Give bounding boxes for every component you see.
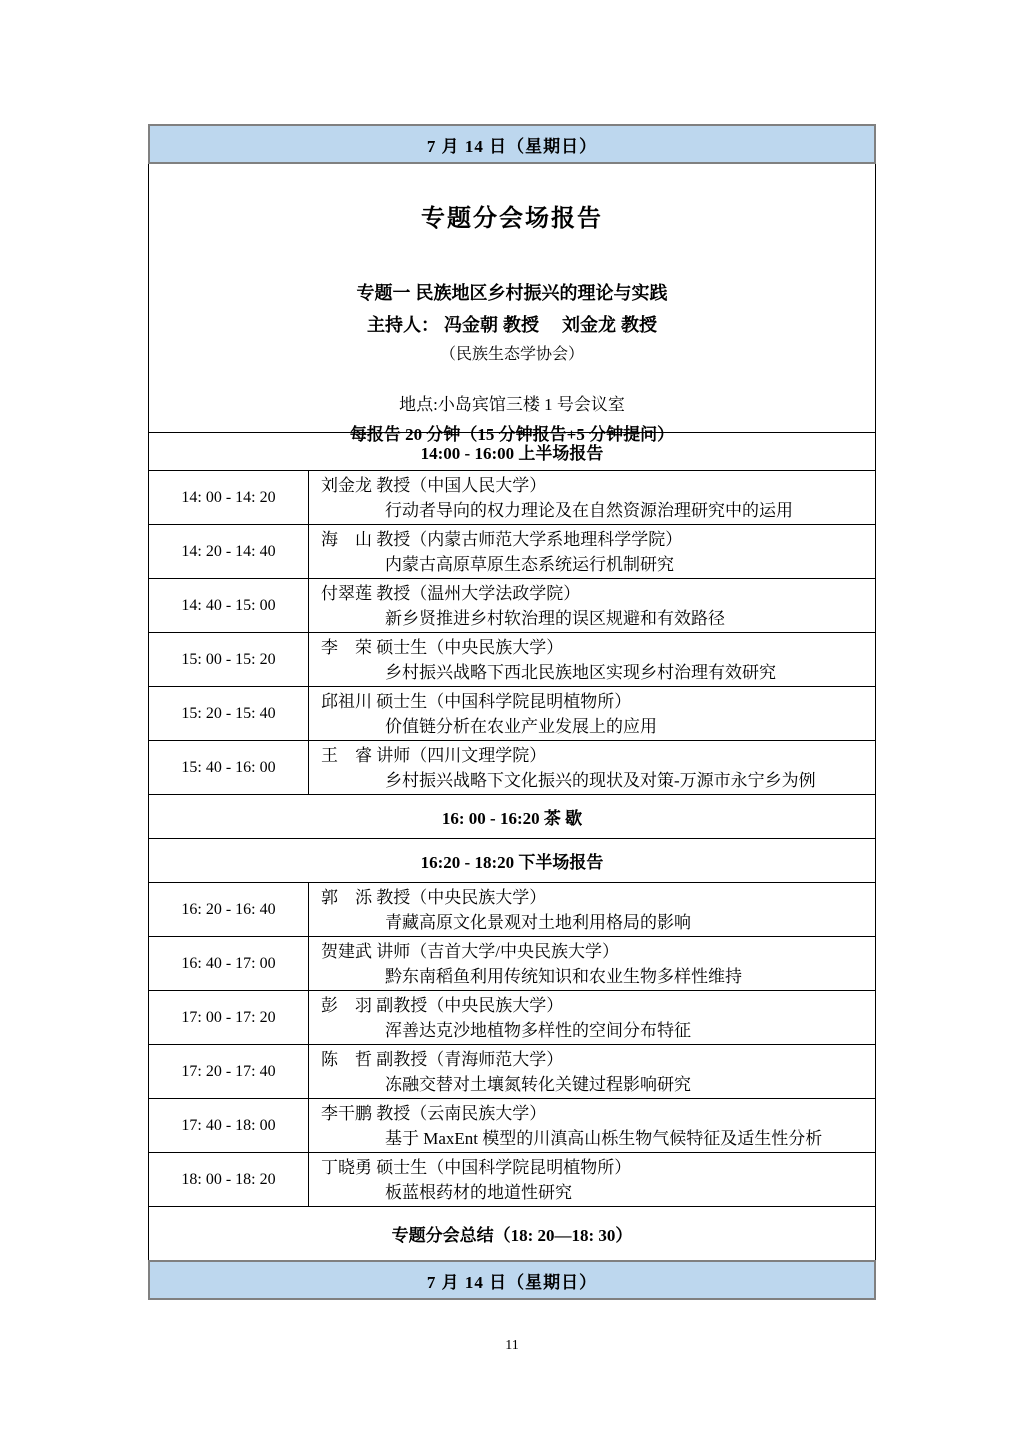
talk-row xyxy=(148,1044,876,1098)
session-location: 地点:小岛宾馆三楼 1 号会议室 xyxy=(399,395,625,414)
talk-speaker: 李干鹏 教授（云南民族大学） xyxy=(321,1103,547,1123)
talk-title: 行动者导向的权力理论及在自然资源治理研究中的运用 xyxy=(385,500,793,520)
section-header-second-half: 16:20 - 18:20 下半场报告 xyxy=(148,838,876,882)
talk-row xyxy=(148,990,876,1044)
session-info-cell xyxy=(148,164,876,444)
talk-time: 17: 40 - 18: 00 xyxy=(149,1099,309,1152)
talk-title: 新乡贤推进乡村软治理的误区规避和有效路径 xyxy=(385,608,725,628)
talk-row xyxy=(148,470,876,524)
talk-title: 基于 MaxEnt 模型的川滇高山栎生物气候特征及适生性分析 xyxy=(385,1128,823,1148)
talk-title: 乡村振兴战略下文化振兴的现状及对策-万源市永宁乡为例 xyxy=(385,770,816,790)
talk-title: 青藏高原文化景观对土地利用格局的影响 xyxy=(385,912,691,932)
talk-speaker: 海 山 教授（内蒙古师范大学系地理科学学院） xyxy=(321,529,683,549)
talk-title: 板蓝根药材的地道性研究 xyxy=(385,1182,572,1202)
talk-time: 14: 40 - 15: 00 xyxy=(149,579,309,632)
talk-time: 15: 20 - 15: 40 xyxy=(149,687,309,740)
talk-info xyxy=(309,579,875,632)
talk-info xyxy=(309,1099,875,1152)
talk-row xyxy=(148,882,876,936)
talk-row xyxy=(148,524,876,578)
duration-note: 每报告 20 分钟（15 分钟报告+5 分钟提问） xyxy=(349,425,675,444)
talk-title: 浑善达克沙地植物多样性的空间分布特征 xyxy=(385,1020,691,1040)
talk-row xyxy=(148,740,876,794)
talk-title: 黔东南稻鱼利用传统知识和农业生物多样性维持 xyxy=(385,966,742,986)
session-chairs: 主持人： 冯金朝 教授 刘金龙 教授 xyxy=(366,315,657,335)
talk-info xyxy=(309,937,875,990)
tea-break-row: 16: 00 - 16:20 茶 歇 xyxy=(148,794,876,838)
talk-row xyxy=(148,578,876,632)
talk-time: 14: 00 - 14: 20 xyxy=(149,471,309,524)
talk-info xyxy=(309,741,875,794)
page-number: 11 xyxy=(505,1338,519,1353)
talk-title: 冻融交替对土壤氮转化关键过程影响研究 xyxy=(385,1074,691,1094)
session-title: 专题分会场报告 xyxy=(421,205,603,232)
talk-info xyxy=(309,883,875,936)
chairs-affiliation: （民族生态学协会） xyxy=(439,346,584,363)
talk-time: 14: 20 - 14: 40 xyxy=(149,525,309,578)
talk-title: 乡村振兴战略下西北民族地区实现乡村治理有效研究 xyxy=(385,662,776,682)
section-header-first-half: 14:00 - 16:00 上半场报告 xyxy=(148,432,876,470)
talk-time: 18: 00 - 18: 20 xyxy=(149,1153,309,1206)
talk-info xyxy=(309,525,875,578)
talk-speaker: 郭 泺 教授（中央民族大学） xyxy=(321,887,547,907)
talk-info xyxy=(309,1153,875,1206)
session-topic: 专题一 民族地区乡村振兴的理论与实践 xyxy=(356,283,668,303)
talk-speaker: 李 荣 硕士生（中央民族大学） xyxy=(321,637,564,657)
talk-row xyxy=(148,1152,876,1206)
talk-row xyxy=(148,1098,876,1152)
talk-row xyxy=(148,686,876,740)
talk-info xyxy=(309,687,875,740)
talk-speaker: 陈 哲 副教授（青海师范大学） xyxy=(321,1049,564,1069)
session-summary-row: 专题分会总结（18: 20—18: 30） xyxy=(148,1206,876,1260)
date-banner-bottom: 7 月 14 日（星期日） xyxy=(148,1260,876,1300)
talk-title: 内蒙古高原草原生态系统运行机制研究 xyxy=(385,554,674,574)
talk-row xyxy=(148,936,876,990)
talk-time: 16: 20 - 16: 40 xyxy=(149,883,309,936)
talk-speaker: 邱祖川 硕士生（中国科学院昆明植物所） xyxy=(321,691,632,711)
talk-time: 16: 40 - 17: 00 xyxy=(149,937,309,990)
talk-time: 15: 00 - 15: 20 xyxy=(149,633,309,686)
talk-time: 17: 20 - 17: 40 xyxy=(149,1045,309,1098)
talk-speaker: 付翠莲 教授（温州大学法政学院） xyxy=(321,583,581,603)
talk-speaker: 彭 羽 副教授（中央民族大学） xyxy=(321,995,564,1015)
talk-speaker: 刘金龙 教授（中国人民大学） xyxy=(321,475,547,495)
talk-info xyxy=(309,1045,875,1098)
date-banner-top: 7 月 14 日（星期日） xyxy=(148,124,876,164)
talk-title: 价值链分析在农业产业发展上的应用 xyxy=(385,716,657,736)
talk-time: 15: 40 - 16: 00 xyxy=(149,741,309,794)
talk-speaker: 王 睿 讲师（四川文理学院） xyxy=(321,745,547,765)
talk-time: 17: 00 - 17: 20 xyxy=(149,991,309,1044)
talk-speaker: 丁晓勇 硕士生（中国科学院昆明植物所） xyxy=(321,1157,632,1177)
schedule-table xyxy=(148,124,876,1300)
talk-info xyxy=(309,471,875,524)
talk-row xyxy=(148,632,876,686)
talk-speaker: 贺建武 讲师（吉首大学/中央民族大学） xyxy=(321,941,619,961)
talk-info xyxy=(309,633,875,686)
talk-info xyxy=(309,991,875,1044)
